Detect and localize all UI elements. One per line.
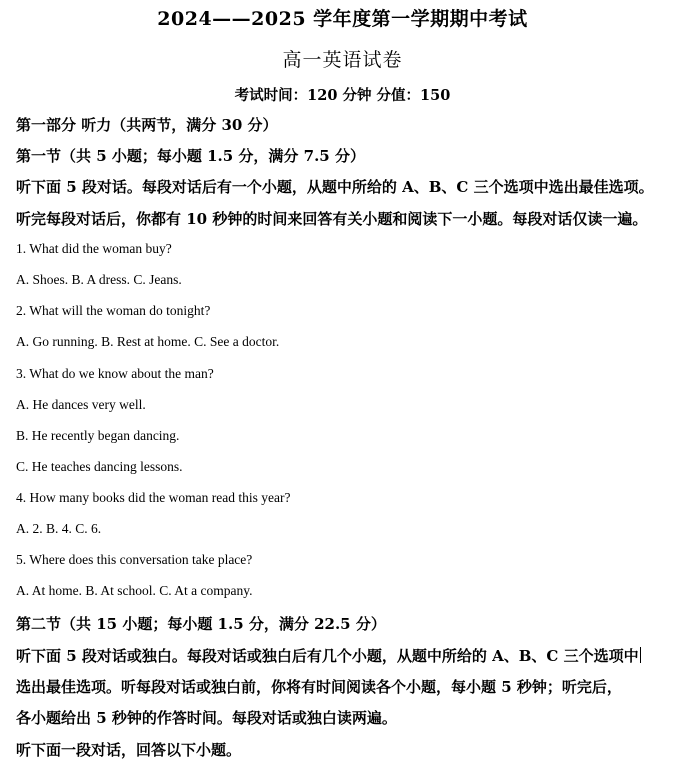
section-one-heading: 第一节（共 5 小题；每小题 1.5 分，满分 7.5 分） (16, 147, 365, 165)
question-1-options: A. Shoes. B. A dress. C. Jeans. (16, 272, 182, 287)
section-two-instruction-1-wrap (16, 645, 641, 666)
question-5-options: A. At home. B. At school. C. At a company. (16, 583, 253, 598)
exam-subtitle: 高一英语试卷 (282, 49, 403, 71)
question-4: 4. How many books did the woman read this year? (16, 490, 291, 505)
exam-meta: 考试时间：120 分钟 分值：150 (234, 87, 451, 104)
text-cursor (640, 647, 641, 663)
question-2-options: A. Go running. B. Rest at home. C. See a doctor. (16, 334, 280, 349)
question-1: 1. What did the woman buy? (16, 241, 172, 256)
question-3-option-b: B. He recently began dancing. (16, 428, 180, 443)
question-4-options: A. 2. B. 4. C. 6. (16, 521, 102, 536)
section-two-instruction-2: 选出最佳选项。听每段对话或独白前，你将有时间阅读各个小题，每小题 5 秒钟；听完后， (16, 678, 622, 696)
question-3: 3. What do we know about the man? (16, 366, 214, 381)
exam-title: 2024——2025 学年度第一学期期中考试 (157, 8, 528, 30)
question-2: 2. What will the woman do tonight? (16, 303, 211, 318)
section-one-instruction-1: 听下面 5 段对话。每段对话后有一个小题，从题中所给的 A、B、C 三个选项中选出最佳选项。 (16, 178, 654, 196)
section-two-instruction-1: 听下面 5 段对话或独白。每段对话或独白后有几个小题，从题中所给的 A、B、C 三个选项中 (16, 647, 639, 665)
section-two-lead: 听下面一段对话，回答以下小题。 (16, 741, 242, 759)
section-two-heading: 第二节（共 15 小题；每小题 1.5 分，满分 22.5 分） (16, 615, 386, 633)
question-5: 5. Where does this conversation take place? (16, 552, 253, 567)
question-3-option-a: A. He dances very well. (16, 397, 146, 412)
part-one-heading: 第一部分 听力（共两节，满分 30 分） (16, 116, 278, 134)
question-3-option-c: C. He teaches dancing lessons. (16, 459, 183, 474)
section-two-instruction-3: 各小题给出 5 秒钟的作答时间。每段对话或独白读两遍。 (16, 709, 397, 727)
section-one-instruction-2: 听完每段对话后，你都有 10 秒钟的时间来回答有关小题和阅读下一小题。每段对话仅读一遍。 (16, 210, 648, 228)
